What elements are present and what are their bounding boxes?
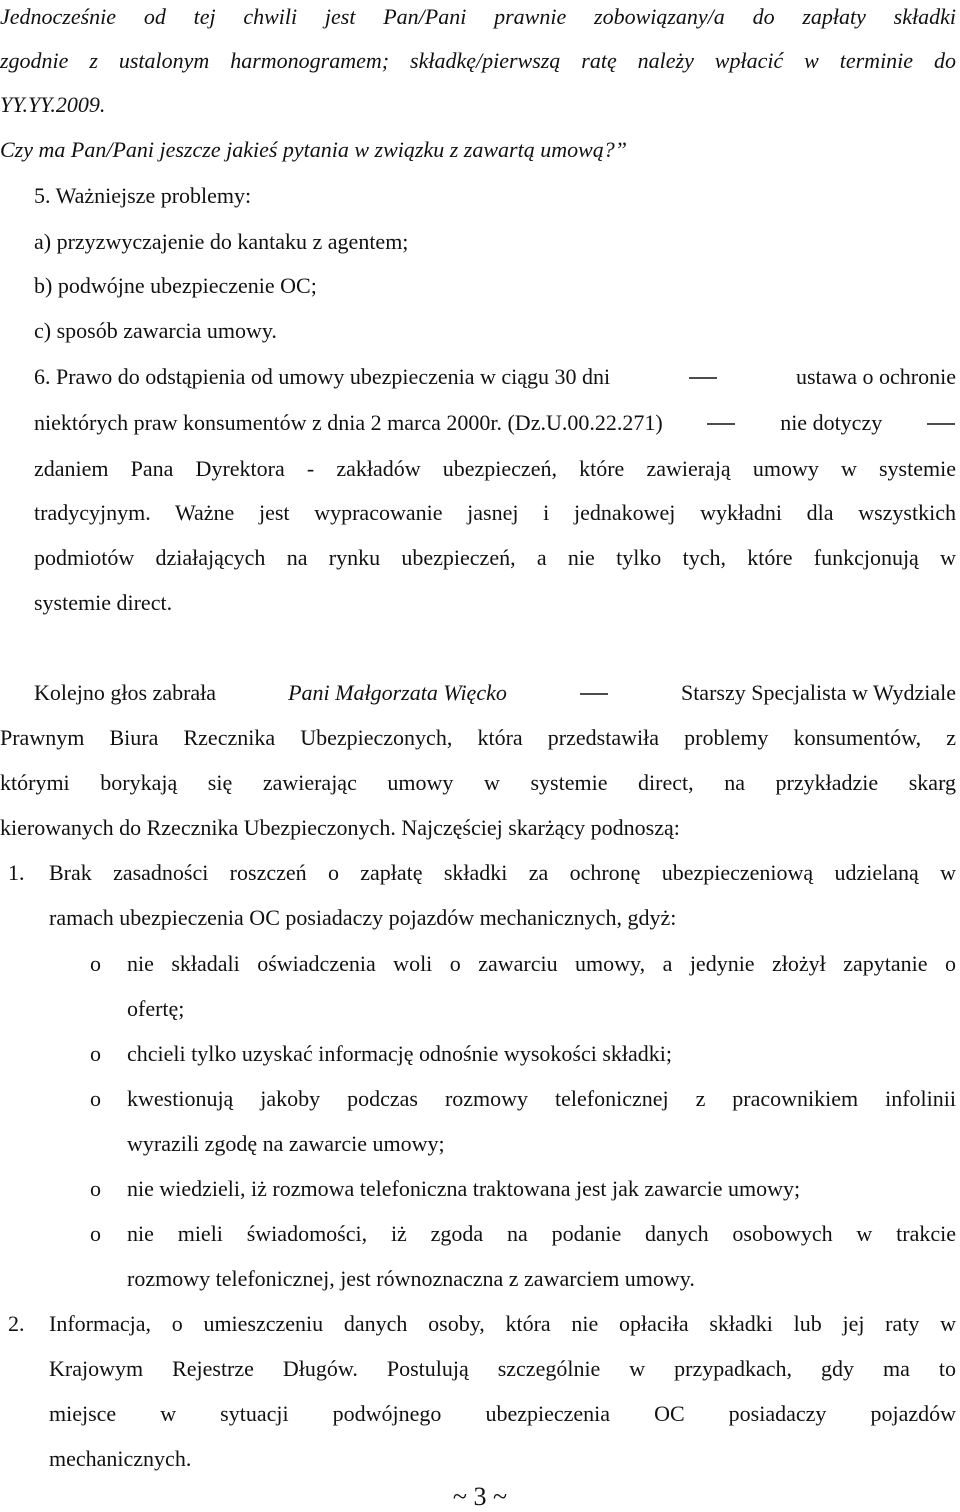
intro-line-3: YY.YY.2009. [0,92,106,117]
para-line-1-b: Starszy Specjalista w Wydziale [680,680,956,705]
item6-line-6: systemie direct. [34,590,173,615]
sub-item-3-line-2: wyrazili zgodę na zawarcie umowy; [127,1131,445,1156]
intro-line-4: Czy ma Pan/Pani jeszcze jakieś pytania w związku z zawartą umową?” [0,137,627,162]
sub-item-2: chcieli tylko uzyskać informację odnośnie wysokości składki; [127,1041,672,1066]
para-line-3: którymi borykają się zawierając umowy w systemie direct, na przykładzie skarg [0,770,956,795]
para-line-1-a: Kolejno głos zabrała [34,680,217,705]
em-dash [579,680,609,706]
item5-a: a) przyzwyczajenie do kantaku z agentem; [34,229,409,254]
item6-line-2-a: niektórych praw konsumentów z dnia 2 marca 2000r. (Dz.U.00.22.271) [34,410,663,435]
page-number: ~ 3 ~ [452,1482,508,1511]
bullet-marker: o [90,1086,101,1111]
item6-line-5: podmiotów działających na rynku ubezpieczeń, a nie tylko tych, które funkcjonują w [34,545,956,570]
em-dash [706,410,736,436]
sub-item-5-line-1: nie mieli świadomości, iż zgoda na podanie danych osobowych w trakcie [127,1221,956,1246]
item6-line-4: tradycyjnym. Ważne jest wypracowanie jasnej i jednakowej wykładni dla wszystkich [34,500,956,525]
item6-line-2 [34,410,956,436]
list-number-1: 1. [8,860,25,885]
sub-item-3-line-1: kwestionują jakoby podczas rozmowy telefonicznej z pracownikiem infolinii [127,1086,956,1111]
item5-b: b) podwójne ubezpieczenie OC; [34,273,317,298]
list-item-2-line-2: Krajowym Rejestrze Długów. Postulują szczególnie w przypadkach, gdy ma to [49,1356,956,1381]
sub-item-5-line-2: rozmowy telefonicznej, jest równoznaczna z zawarciem umowy. [127,1266,695,1291]
speaker-name: Pani Małgorzata Więcko [288,680,507,705]
list-item-2-line-3: miejsce w sytuacji podwójnego ubezpieczenia OC posiadaczy pojazdów [49,1401,956,1426]
item5-c: c) sposób zawarcia umowy. [34,318,277,343]
para-line-4: kierowanych do Rzecznika Ubezpieczonych. Najczęściej skarżący podnoszą: [0,815,680,840]
list-item-2-line-4: mechanicznych. [49,1446,192,1471]
list-number-2: 2. [8,1311,25,1336]
em-dash [688,364,718,390]
em-dash [926,410,956,436]
intro-line-1: Jednocześnie od tej chwili jest Pan/Pani prawnie zobowiązany/a do zapłaty składki [0,4,956,29]
bullet-marker: o [90,1176,101,1201]
bullet-marker: o [90,1221,101,1246]
list-item-1-line-1: Brak zasadności roszczeń o zapłatę składki za ochronę ubezpieczeniową udzielaną w [49,860,956,885]
list-item-2-line-1: Informacja, o umieszczeniu danych osoby, która nie opłaciła składki lub jej raty w [49,1311,956,1336]
item6-line-3: zdaniem Pana Dyrektora - zakładów ubezpieczeń, które zawierają umowy w systemie [34,456,956,481]
sub-item-4: nie wiedzieli, iż rozmowa telefoniczna traktowana jest jak zawarcie umowy; [127,1176,801,1201]
item6-line-2-b: nie dotyczy [780,410,883,435]
list-item-1-line-2: ramach ubezpieczenia OC posiadaczy pojazdów mechanicznych, gdyż: [49,905,677,930]
bullet-marker: o [90,951,101,976]
intro-line-2: zgodnie z ustalonym harmonogramem; składkę/pierwszą ratę należy wpłacić w terminie do [0,48,956,73]
item6-line-1-b: ustawa o ochronie [795,364,956,389]
para-line-1 [34,680,956,706]
para-line-2: Prawnym Biura Rzecznika Ubezpieczonych, która przedstawiła problemy konsumentów, z [0,725,956,750]
sub-item-1-line-1: nie składali oświadczenia woli o zawarciu umowy, a jedynie złożył zapytanie o [127,951,956,976]
item6-line-1 [34,364,956,390]
item6-line-1-a: 6. Prawo do odstąpienia od umowy ubezpieczenia w ciągu 30 dni [34,364,611,389]
item5-title: 5. Ważniejsze problemy: [34,183,252,208]
sub-item-1-line-2: ofertę; [127,996,185,1021]
bullet-marker: o [90,1041,101,1066]
